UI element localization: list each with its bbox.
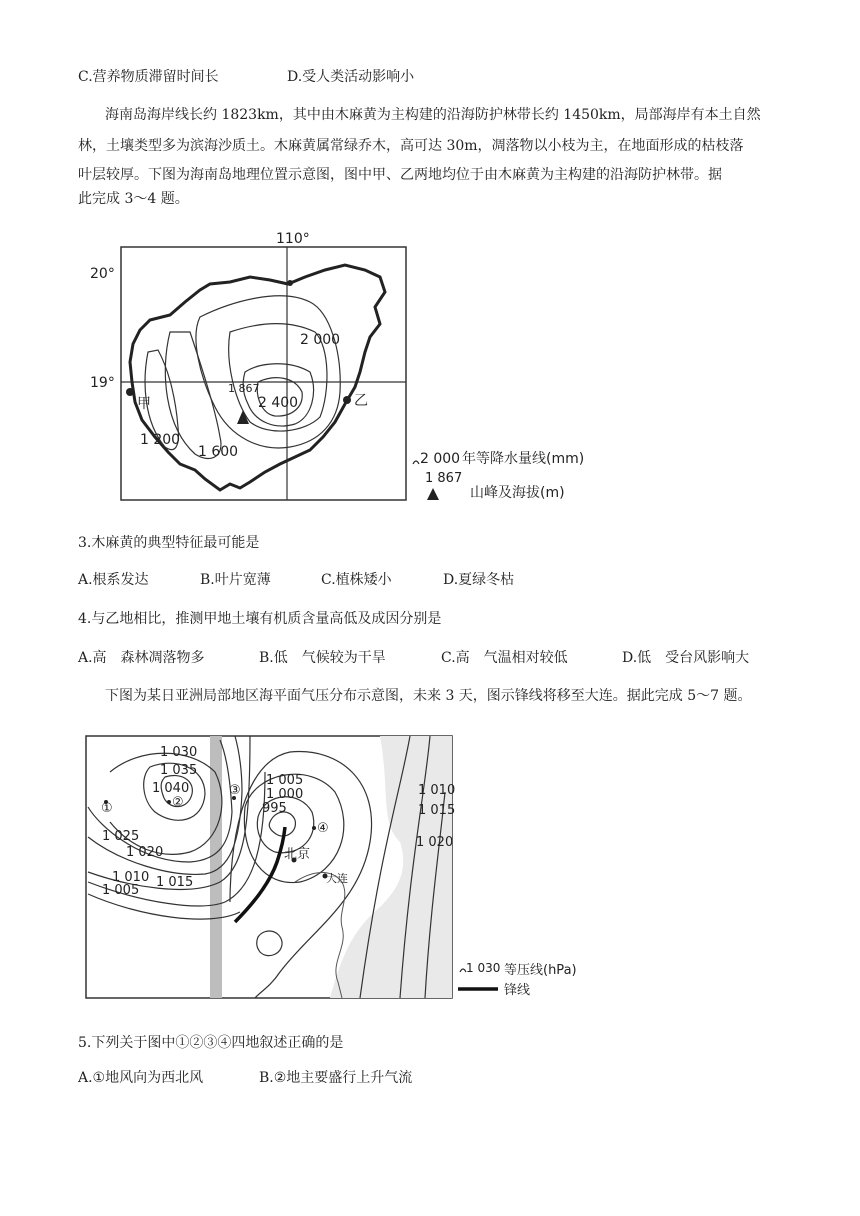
passage1-line2: 林，土壤类型多为滨海沙质土。木麻黄属常绿乔木，高可达 30m，凋落物以小枝为主，在地面形成的枯枝落 [78,138,744,154]
label-point-1: ① [101,801,113,816]
label-p1025: 1 025 [102,829,140,844]
label-point-2: ② [172,795,184,810]
option-d-prev: D.受人类活动影响小 [287,69,415,85]
legend-isohyet-value: 2 000 [420,451,461,467]
peak-elevation-label: 1 867 [228,382,260,395]
point-4 [312,826,316,830]
yi-label: 乙 [354,393,368,409]
jia-label: 甲 [137,396,151,412]
q3-option-d: D.夏绿冬枯 [443,572,515,588]
label-p1015: 1 015 [156,875,194,890]
label-p1005: 1 005 [102,883,140,898]
legend-isobar-text: 等压线(hPa) [504,963,577,978]
label-p1010: 1 010 [112,870,150,885]
jia-point [126,388,134,396]
label-2400: 2 400 [258,395,299,411]
label-dalian: 大连 [326,872,348,885]
lat-19-label: 19° [90,375,115,391]
q5-option-b: B.②地主要盛行上升气流 [259,1070,413,1086]
q3-option-b: B.叶片宽薄 [200,572,271,588]
label-p1035: 1 035 [160,763,198,778]
meridian-north-point [287,280,293,286]
pressure-map [80,732,600,1002]
passage1-line4: 此完成 3～4 题。 [78,191,189,207]
label-p1010r: 1 010 [418,783,456,798]
q4-stem: 4.与乙地相比，推测甲地土壤有机质含量高低及成因分别是 [78,611,442,627]
q5-option-a: A.①地风向为西北风 [78,1070,204,1086]
label-p1005b: 1 005 [266,773,304,788]
label-p1040: 1 040 [152,781,190,796]
label-p995: 995 [262,801,287,816]
label-p1030: 1 030 [160,745,198,760]
label-point-4: ④ [317,821,329,836]
legend-front-text: 锋线 [504,983,531,998]
passage2: 下图为某日亚洲局部地区海平面气压分布示意图，未来 3 天，图示锋线将移至大连。据此完成 5～7 题。 [105,688,752,704]
lat-20-label: 20° [90,266,115,282]
lon-110-label: 110° [276,232,310,247]
q3-option-a: A.根系发达 [78,572,149,588]
q3-stem: 3.木麻黄的典型特征最可能是 [78,535,260,551]
q4-option-c: C.高 气温相对较低 [441,650,568,666]
legend-isobar-value: 1 030 [466,961,501,975]
hainan-map [80,232,600,512]
label-1200: 1 200 [140,432,181,448]
legend-peak-value: 1 867 [425,471,463,486]
q4-option-b: B.低 气候较为干旱 [259,650,386,666]
legend-isohyet-symbol [413,461,419,464]
yi-point [343,396,351,404]
point-2 [167,800,171,804]
label-1600: 1 600 [198,444,239,460]
option-c-prev: C.营养物质滞留时间长 [78,69,219,85]
q3-option-c: C.植株矮小 [321,572,392,588]
q5-stem: 5.下列关于图中①②③④四地叙述正确的是 [78,1035,344,1051]
label-p1020: 1 020 [126,845,164,860]
q4-option-a: A.高 森林凋落物多 [78,650,205,666]
label-point-3: ③ [229,783,241,798]
island-outline [130,265,385,490]
label-beijing: 北京 [284,847,311,862]
legend-isohyet-text: 年等降水量线(mm) [462,451,585,467]
label-p1020r: 1 020 [416,835,454,850]
label-p1000: 1 000 [266,787,304,802]
passage1-line1: 海南岛海岸线长约 1823km，其中由木麻黄为主构建的沿海防护林带长约 1450km，局部海岸有本土自然 [105,107,761,123]
label-2000: 2 000 [300,332,341,348]
passage1-line3: 叶层较厚。下图为海南岛地理位置示意图，图中甲、乙两地均位于由木麻黄为主构建的沿海防护林带。据 [78,167,722,183]
map-frame [121,247,406,500]
label-p1015r: 1 015 [418,803,456,818]
legend-peak-triangle [427,488,439,500]
legend-peak-text: 山峰及海拔(m) [470,485,565,501]
q4-option-d: D.低 受台风影响大 [622,650,750,666]
